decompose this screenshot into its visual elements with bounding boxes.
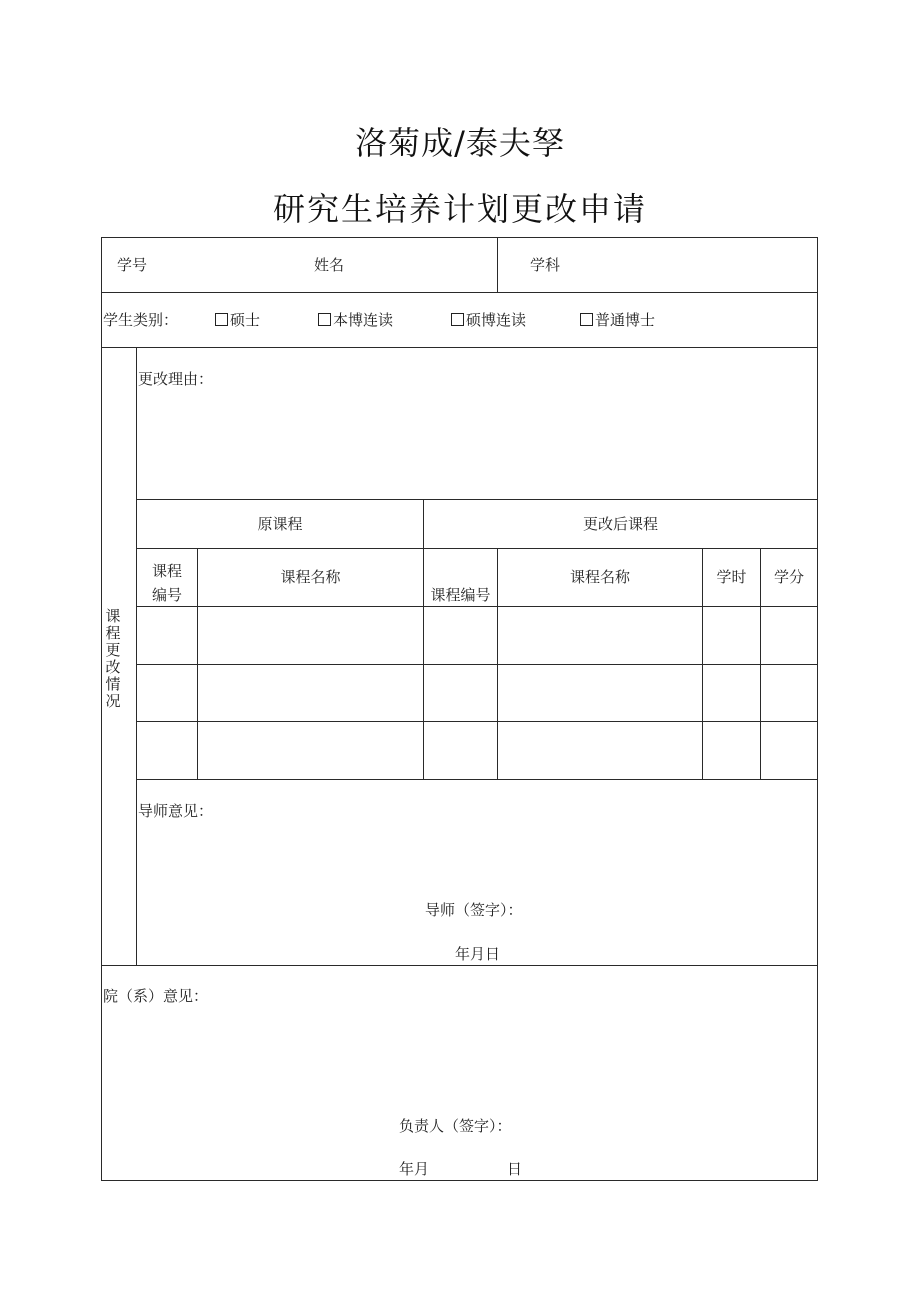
- row-divider: [136, 499, 818, 500]
- col-course-name-changed: 课程名称: [569, 568, 630, 586]
- table-row[interactable]: [137, 607, 817, 664]
- checkbox-icon: [215, 313, 228, 326]
- col-course-name-original: 课程名称: [280, 568, 341, 586]
- discipline-label: 学科: [530, 256, 561, 274]
- document-title-line1: 洛菊成/泰夫孥: [355, 124, 565, 162]
- course-change-section-label: 课程更改情况: [105, 607, 121, 710]
- change-reason-label: 更改理由：: [138, 370, 214, 388]
- row-divider: [136, 779, 818, 780]
- student-type-label: 学生类别：: [103, 311, 179, 329]
- checkbox-bachelor-phd[interactable]: [318, 310, 393, 330]
- table-bottom-border: [101, 1180, 818, 1181]
- checkbox-icon: [580, 313, 593, 326]
- table-row[interactable]: [137, 665, 817, 721]
- department-date-year-month: 年月: [399, 1160, 430, 1178]
- table-top-border: [101, 237, 818, 238]
- student-id-label: 学号: [117, 256, 148, 274]
- row-divider: [101, 347, 818, 348]
- checkbox-icon: [318, 313, 331, 326]
- checkbox-label: 本博连读: [333, 311, 394, 329]
- checkbox-regular-phd[interactable]: [580, 310, 655, 330]
- checkbox-icon: [451, 313, 464, 326]
- row-divider: [101, 292, 818, 293]
- document-title-line2: 研究生培养计划更改申请: [272, 190, 647, 228]
- checkbox-masters[interactable]: [215, 310, 260, 330]
- advisor-signature-label: 导师（签字）：: [425, 901, 523, 919]
- col-course-code-original: 课程编号: [151, 562, 182, 604]
- column-divider: [497, 237, 498, 292]
- change-reason-field[interactable]: [138, 392, 813, 496]
- table-row[interactable]: [137, 722, 817, 779]
- department-date-day: 日: [507, 1160, 523, 1178]
- table-right-border: [817, 237, 818, 1180]
- advisor-opinion-label: 导师意见：: [138, 802, 214, 820]
- table-left-border: [101, 237, 102, 1180]
- department-opinion-label: 院（系）意见：: [103, 987, 209, 1005]
- original-course-header: 原课程: [257, 515, 303, 533]
- checkbox-label: 普通博士: [595, 311, 656, 329]
- row-divider: [136, 548, 818, 549]
- col-hours: 学时: [716, 568, 747, 586]
- checkbox-label: 硕士: [230, 311, 261, 329]
- name-label: 姓名: [314, 256, 345, 274]
- col-credits: 学分: [773, 568, 804, 586]
- row-divider: [101, 965, 818, 966]
- changed-course-header: 更改后课程: [582, 515, 658, 533]
- advisor-date-label: 年月日: [455, 945, 501, 963]
- checkbox-label: 硕博连读: [466, 311, 527, 329]
- col-course-code-changed: 课程编号: [430, 586, 491, 604]
- checkbox-masters-phd[interactable]: [451, 310, 526, 330]
- department-signature-label: 负责人（签字）：: [399, 1117, 512, 1135]
